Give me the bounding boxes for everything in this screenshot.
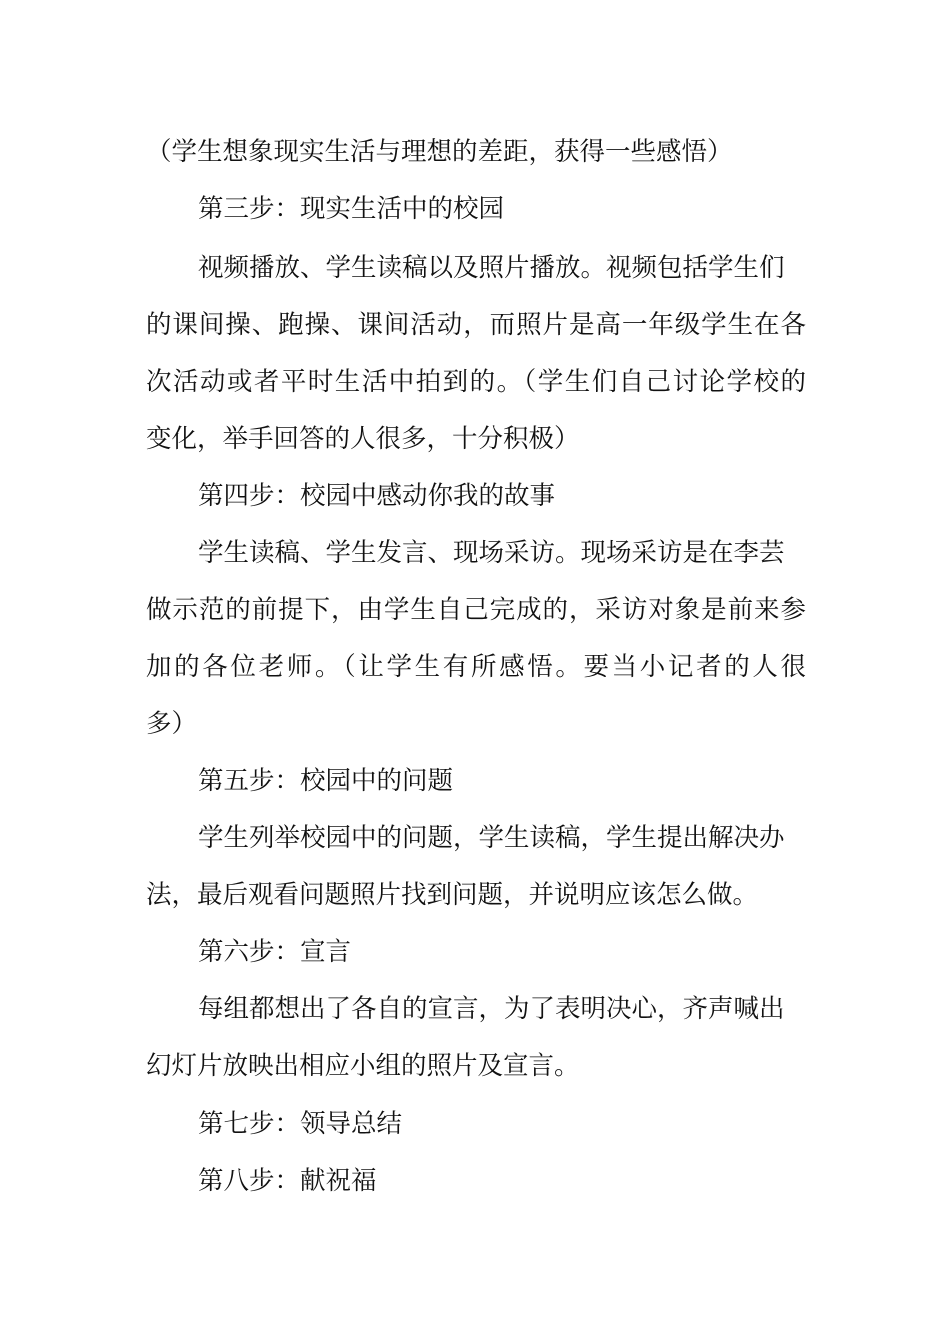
text-line: 法，最后观看问题照片找到问题，并说明应该怎么做。 [146,880,759,910]
text-line: 第七步：领导总结 [198,1109,403,1139]
text-line: 第四步：校园中感动你我的故事 [198,481,556,511]
step-5-paragraph-line-1 [0,816,950,860]
step-5-paragraph-line-2 [0,873,950,917]
step-3-heading [0,187,950,231]
step-6-paragraph-line-2 [0,1044,950,1088]
text-line: 变化，举手回答的人很多，十分积极） [146,424,580,454]
text-line: 加的各位老师。（让学生有所感悟。要当小记者的人很 [146,652,806,682]
text-line: 每组都想出了各自的宣言，为了表明决心，齐声喊出 [198,994,785,1024]
text-line: 第五步：校园中的问题 [198,766,454,796]
step-4-paragraph-line-4 [0,702,950,746]
step-3-paragraph-line-2 [0,303,950,347]
step-4-heading [0,474,950,518]
text-line: （学生想象现实生活与理想的差距，获得一些感悟） [146,137,733,167]
step-5-heading [0,759,950,803]
text-line: 学生读稿、学生发言、现场采访。现场采访是在李芸 [198,538,785,568]
text-line: 学生列举校园中的问题，学生读稿，学生提出解决办 [198,823,785,853]
paragraph-reflection-note [0,130,950,174]
step-8-heading [0,1159,950,1203]
text-line: 第三步：现实生活中的校园 [198,194,505,224]
text-line: 次活动或者平时生活中拍到的。（学生们自己讨论学校的 [146,367,806,397]
step-4-paragraph-line-3 [0,645,950,689]
text-line: 的课间操、跑操、课间活动，而照片是高一年级学生在各 [146,310,806,340]
text-line: 做示范的前提下，由学生自己完成的，采访对象是前来参 [146,595,806,625]
step-6-heading [0,930,950,974]
step-4-paragraph-line-2 [0,588,950,632]
step-3-paragraph-line-4 [0,417,950,461]
step-6-paragraph-line-1 [0,987,950,1031]
text-line: 多） [146,709,198,739]
step-3-paragraph-line-3 [0,360,950,404]
step-7-heading [0,1102,950,1146]
step-4-paragraph-line-1 [0,531,950,575]
text-line: 视频播放、学生读稿以及照片播放。视频包括学生们 [198,253,785,283]
step-3-paragraph-line-1 [0,246,950,290]
text-line: 第六步：宣言 [198,937,352,967]
text-line: 第八步：献祝福 [198,1166,377,1196]
text-line: 幻灯片放映出相应小组的照片及宣言。 [146,1051,580,1081]
